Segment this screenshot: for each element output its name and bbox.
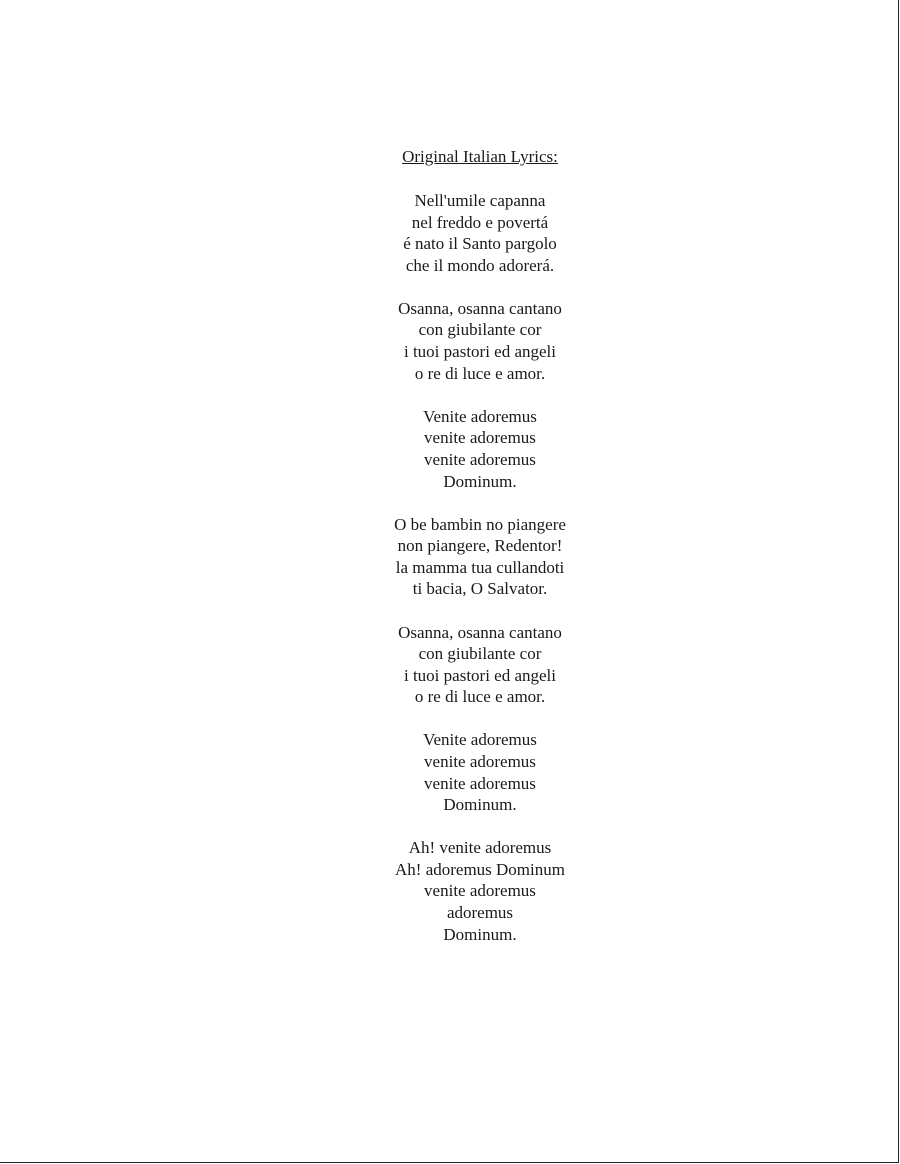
lyric-line: con giubilante cor bbox=[418, 644, 542, 664]
stanza-2 bbox=[0, 298, 900, 384]
lyric-line: venite adoremus bbox=[424, 428, 536, 448]
lyric-line: venite adoremus bbox=[424, 773, 536, 793]
lyric-line: Venite adoremus bbox=[423, 730, 537, 750]
lyric-line: non piangere, Redentor! bbox=[397, 536, 563, 556]
lyric-line: Dominum. bbox=[443, 924, 517, 944]
stanza-1 bbox=[0, 190, 900, 276]
lyric-line: con giubilante cor bbox=[418, 320, 542, 340]
lyric-line: O be bambin no piangere bbox=[394, 514, 566, 534]
lyric-line: Osanna, osanna cantano bbox=[398, 622, 562, 642]
lyric-line: Ah! venite adoremus bbox=[408, 838, 552, 858]
lyric-line: é nato il Santo pargolo bbox=[403, 234, 557, 254]
stanza-list bbox=[0, 190, 900, 945]
lyric-line: o re di luce e amor. bbox=[414, 687, 546, 707]
lyrics-title: Original Italian Lyrics: bbox=[402, 147, 558, 166]
stanza-7 bbox=[0, 837, 900, 945]
lyrics-content bbox=[0, 146, 900, 967]
lyric-line: venite adoremus bbox=[424, 881, 536, 901]
lyric-line: la mamma tua cullandoti bbox=[395, 557, 565, 577]
lyric-line: Nell'umile capanna bbox=[414, 191, 546, 210]
lyric-line: ti bacia, O Salvator. bbox=[412, 579, 548, 599]
lyric-line: adoremus bbox=[446, 903, 514, 923]
lyric-line: Venite adoremus bbox=[423, 406, 537, 426]
lyric-line: nel freddo e povertá bbox=[411, 212, 549, 232]
lyric-line: Dominum. bbox=[443, 795, 517, 815]
lyric-line: che il mondo adorerá. bbox=[405, 255, 555, 275]
stanza-5 bbox=[0, 622, 900, 708]
lyric-line: Osanna, osanna cantano bbox=[398, 298, 562, 318]
stanza-6 bbox=[0, 729, 900, 815]
lyric-line: Dominum. bbox=[443, 471, 517, 491]
lyric-line: o re di luce e amor. bbox=[414, 363, 546, 383]
lyric-line: Ah! adoremus Dominum bbox=[395, 859, 565, 879]
stanza-4 bbox=[0, 514, 900, 600]
lyric-line: venite adoremus bbox=[424, 751, 536, 771]
stanza-3 bbox=[0, 406, 900, 492]
lyric-line: venite adoremus bbox=[424, 449, 536, 469]
lyric-line: i tuoi pastori ed angeli bbox=[403, 342, 557, 362]
lyric-line: i tuoi pastori ed angeli bbox=[403, 665, 557, 685]
